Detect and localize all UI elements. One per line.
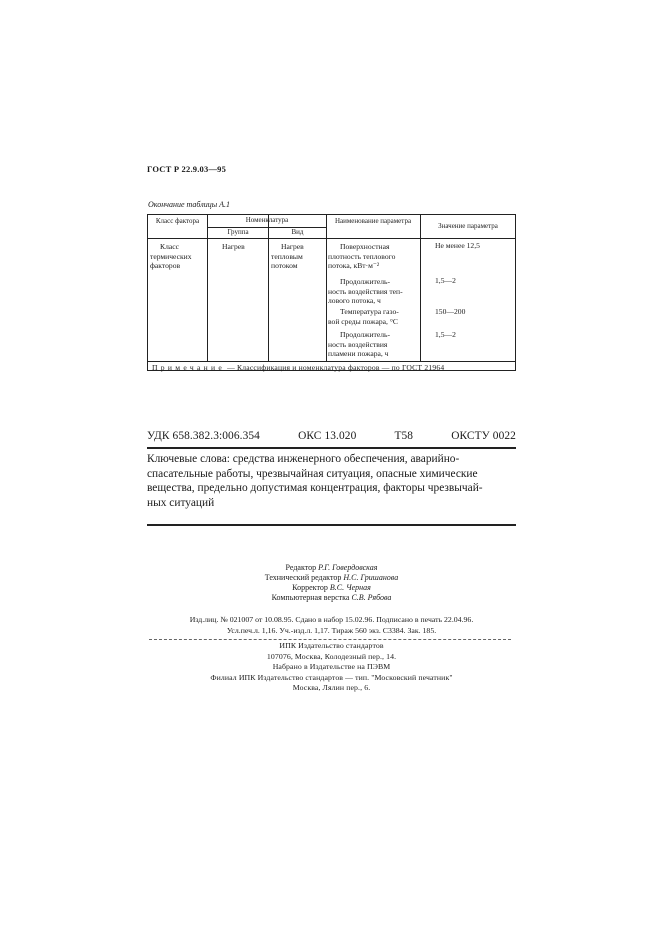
cell-kind-line: Нагрев [281,242,304,251]
table-caption: Окончание таблицы А.1 [148,200,231,209]
param-line: Поверхностная [340,242,390,251]
publisher-line: ИПК Издательство стандартов [279,641,384,650]
credit-name: Н.С. Гришанова [343,573,399,582]
table-note [152,363,444,372]
credit-layout [147,593,516,603]
cell-kind-line: потоком [271,261,298,271]
credit-editor [147,563,516,573]
keywords-line: Ключевые слова: средства инженерного обеспечения, аварийно- [147,453,460,465]
cell-kind [269,242,326,271]
keywords-block [147,452,516,510]
header-kind: Вид [291,228,304,236]
param-line: вой среды пожара, °C [328,316,398,326]
grid-line [148,238,515,239]
cell-class-line: Класс [160,242,179,251]
running-header: ГОСТ Р 22.9.03—95 [147,164,227,174]
credit-name: С.В. Рябова [351,593,392,602]
param-line: лового потока, ч [328,296,381,306]
keywords-line: спасательные работы, чрезвычайная ситуация, опасные химические [147,467,478,480]
imprint-line: Усл.печ.л. 1,16. Уч.-изд.л. 1,17. Тираж 560 экз. С3384. Зак. 185. [226,626,437,635]
param-value: 150—200 [435,307,466,316]
param-name [328,307,419,326]
credits-block [147,563,516,603]
cell-kind-line: тепловым [271,251,303,261]
credit-role: Технический редактор [264,573,342,582]
imprint-line: Изд.лиц. № 021007 от 10.08.95. Сдано в набор 15.02.96. Подписано в печать 22.04.96. [189,615,474,624]
cell-class-line: факторов [150,261,181,271]
t-code: Т58 [394,430,414,442]
param-value: 1,5—2 [435,276,456,285]
header-param-value: Значение параметра [438,222,498,230]
param-value: Не менее 12,5 [435,241,480,250]
cell-class [148,242,207,271]
divider [147,524,516,526]
publisher-line: Москва, Лялин пер., 6. [292,683,371,692]
grid-line [148,361,515,362]
param-name [328,277,419,306]
factor-table [147,214,516,371]
keywords-line: ных ситуаций [147,496,215,509]
note-prefix: Примечание [152,363,226,372]
param-name [328,330,419,359]
param-line: Продолжитель- [340,277,390,286]
header-group: Группа [227,228,249,236]
imprint-block [147,614,516,636]
credit-name: В.С. Черная [329,583,371,592]
okstu-code: ОКСТУ 0022 [451,430,516,442]
param-line: Продолжитель- [340,330,390,339]
divider [147,447,516,449]
param-line: пламени пожара, ч [328,349,389,359]
param-line: Температура газо- [340,307,399,316]
param-line: ность воздействия [328,339,388,349]
divider [149,639,511,640]
credit-role: Корректор [292,583,328,592]
credit-role: Редактор [285,563,317,572]
credit-role: Компьютерная верстка [271,593,350,602]
credit-name: Р.Г. Говердовская [318,563,378,572]
header-class: Класс фактора [155,217,200,225]
cell-class-line: термических [150,251,192,261]
note-text: — Классификация и номенклатура факторов — по ГОСТ 21964 [227,363,445,372]
udk-code: УДК 658.382.3:006.354 [147,430,260,442]
publisher-line: Набрано в Издательстве на ПЭВМ [272,662,391,671]
oks-code: ОКС 13.020 [298,430,357,442]
publisher-line: 107076, Москва, Колодезный пер., 14. [266,651,397,661]
param-value: 1,5—2 [435,330,456,339]
keywords-line: вещества, предельно допустимая концентрация, факторы чрезвычай- [147,482,483,494]
publisher-line: Филиал ИПК Издательство стандартов — тип. "Московский печатник" [210,672,453,682]
param-line: ность воздействия теп- [328,286,403,296]
header-nomenclature: Номенклатура [245,216,289,224]
param-line: плотность теплового [328,251,396,261]
credit-tech-editor [147,573,516,583]
classification-line [147,430,516,442]
param-line: потока, кВт·м⁻² [328,261,380,271]
cell-group: Нагрев [222,242,245,251]
param-name [328,242,419,271]
credit-corrector [147,583,516,593]
publisher-block [147,641,516,694]
header-param-name: Наименование параметра [334,217,412,225]
